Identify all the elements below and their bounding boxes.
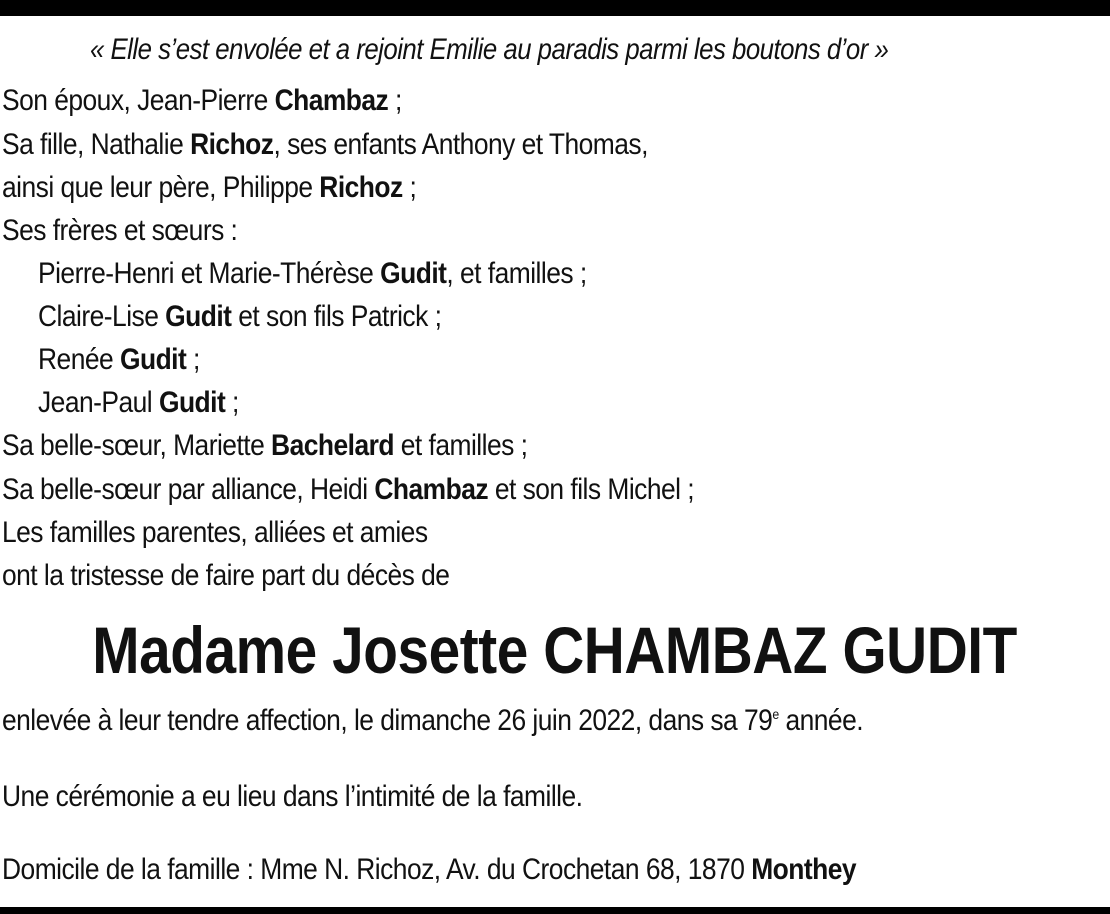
- family-line-spouse: Son époux, Jean-Pierre Chambaz ;: [2, 84, 402, 117]
- family-line-sibling: Jean-Paul Gudit ;: [38, 386, 239, 419]
- family-surname: Gudit: [158, 386, 226, 419]
- domicile-town: Monthey: [751, 853, 857, 886]
- bottom-rule: [0, 907, 1110, 914]
- ceremony-line: Une cérémonie a eu lieu dans l’intimité de la famille.: [2, 780, 583, 813]
- family-line-father: ainsi que leur père, Philippe Richoz ;: [2, 171, 417, 204]
- family-line-sister-in-law-alliance: Sa belle-sœur par alliance, Heidi Chambaz et son fils Michel ;: [2, 473, 695, 506]
- family-line-announcement: ont la tristesse de faire part du décès de: [2, 559, 450, 592]
- family-surname: Richoz: [190, 128, 274, 161]
- family-surname: Richoz: [319, 171, 403, 204]
- family-surname: Gudit: [165, 300, 232, 333]
- family-line-sibling: Renée Gudit ;: [38, 343, 200, 376]
- family-surname: Gudit: [119, 343, 187, 376]
- family-surname: Chambaz: [374, 473, 489, 506]
- family-surname: Gudit: [380, 257, 447, 290]
- domicile-line: Domicile de la famille : Mme N. Richoz, Av. du Crochetan 68, 1870 Monthey: [2, 853, 857, 886]
- deceased-name: Madame Josette CHAMBAZ GUDIT: [92, 613, 1018, 687]
- family-line-sister-in-law: Sa belle-sœur, Mariette Bachelard et familles ;: [2, 429, 528, 462]
- family-surname: Chambaz: [274, 84, 389, 117]
- family-line-siblings-heading: Ses frères et sœurs :: [2, 214, 238, 247]
- family-line-sibling: Pierre-Henri et Marie-Thérèse Gudit, et familles ;: [38, 257, 587, 290]
- family-surname: Bachelard: [271, 429, 394, 462]
- epigraph: « Elle s’est envolée et a rejoint Emilie au paradis parmi les boutons d’or »: [90, 33, 889, 66]
- departure-line: enlevée à leur tendre affection, le dimanche 26 juin 2022, dans sa 79e année.: [2, 704, 864, 737]
- family-line-sibling: Claire-Lise Gudit et son fils Patrick ;: [38, 300, 442, 333]
- family-line-daughter: Sa fille, Nathalie Richoz, ses enfants Anthony et Thomas,: [2, 128, 648, 161]
- family-line-relatives: Les familles parentes, alliées et amies: [2, 516, 428, 549]
